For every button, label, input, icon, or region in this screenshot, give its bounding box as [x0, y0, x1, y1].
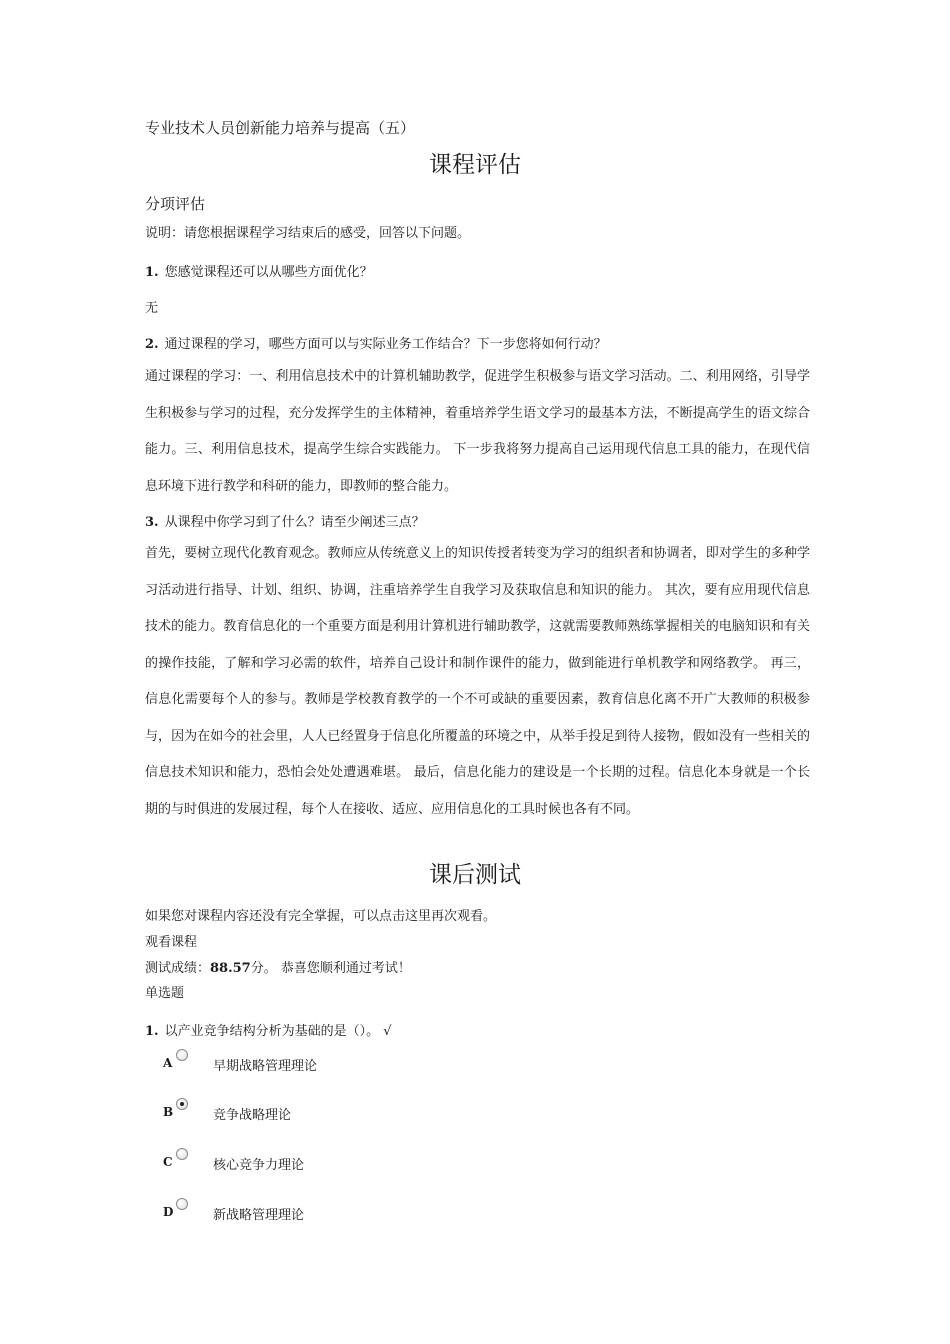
- watch-course-link[interactable]: 观看课程: [145, 935, 198, 950]
- option-a[interactable]: [163, 1055, 318, 1075]
- option-letter: C: [163, 1154, 173, 1169]
- evaluation-subheading: 分项评估: [145, 195, 206, 213]
- test-question-1: [145, 1020, 392, 1039]
- eval-question-3: [145, 511, 425, 530]
- eval-answer-1: 无: [145, 301, 159, 316]
- question-number: 3.: [145, 515, 159, 530]
- eval-answer-2: 通过课程的学习：一、利用信息技术中的计算机辅助教学，促进学生积极参与语文学习活动。二、利用网络，引导学生积极参与学习的过程，充分发挥学生的主体精神，着重培养学生语文学习的最基本方法，不断提高学生的语文综合能力。三、利用信息技术，提高学生综合实践能力。 下一步我将努力提高自己运用现代信息工具的能力，在现代信息环境下进行教学和科研的能力，即教师的整合能力。: [145, 369, 810, 494]
- radio-checked-icon[interactable]: [176, 1098, 188, 1110]
- eval-answer-3: 首先，要树立现代化教育观念。教师应从传统意义上的知识传授者转变为学习的组织者和协调者，即对学生的多种学习活动进行指导、计划、组织、协调，注重培养学生自我学习及获取信息和知识的能力。 其次，要有应用现代信息技术的能力。教育信息化的一个重要方面是利用计算机进行辅助教学，这就需要教师熟练掌握相关的电脑知识和有关的操作技能，了解和学习必需的软件，培养自己设计和制作课件的能力，做到能进行单机教学和网络教学。 再三，信息化需要每个人的参与。教师是学校教育教学的一个不可或缺的重要因素，教育信息化离不开广大教师的积极参与，因为在如今的社会里，人人已经置身于信息化所覆盖的环境之中，从举手投足到待人接物，假如没有一些相关的信息技术知识和能力，恐怕会处处遭遇难堪。 最后，信息化能力的建设是一个长期的过程。信息化本身就是一个长期的与时俱进的发展过程，每个人在接收、适应、应用信息化的工具时候也各有不同。: [145, 546, 810, 817]
- question-text: 从课程中你学习到了什么？请至少阐述三点？: [164, 515, 425, 530]
- section-label: 单选题: [145, 986, 185, 1001]
- option-text: 新战略管理理论: [213, 1208, 305, 1223]
- document-title: 专业技术人员创新能力培养与提高（五）: [145, 119, 416, 137]
- option-b[interactable]: [163, 1104, 292, 1124]
- option-c[interactable]: [163, 1154, 305, 1174]
- review-text: 如果您对课程内容还没有完全掌握，可以点击这里再次观看。: [145, 909, 497, 924]
- test-score: [145, 957, 411, 976]
- question-text: 以产业竞争结构分析为基础的是（）。 √: [164, 1024, 392, 1039]
- question-number: 1.: [145, 1024, 159, 1039]
- evaluation-instruction: 说明：请您根据课程学习结束后的感受，回答以下问题。: [145, 226, 471, 241]
- eval-question-1: [145, 261, 373, 280]
- test-heading: 课后测试: [429, 862, 521, 888]
- question-number: 2.: [145, 337, 159, 352]
- option-text: 核心竞争力理论: [213, 1158, 305, 1173]
- eval-question-2: [145, 333, 607, 352]
- option-d[interactable]: [163, 1204, 305, 1224]
- score-suffix: 分。 恭喜您顺利通过考试！: [250, 961, 411, 976]
- question-number: 1.: [145, 265, 159, 280]
- score-value: 88.57: [210, 961, 251, 976]
- question-text: 通过课程的学习，哪些方面可以与实际业务工作结合？下一步您将如何行动？: [164, 337, 607, 352]
- question-text: 您感觉课程还可以从哪些方面优化？: [164, 265, 373, 280]
- option-text: 早期战略管理理论: [213, 1059, 318, 1074]
- score-label: 测试成绩：: [145, 961, 211, 976]
- option-letter: A: [163, 1055, 173, 1070]
- option-letter: D: [163, 1204, 174, 1219]
- option-text: 竞争战略理论: [213, 1108, 292, 1123]
- radio-unchecked-icon[interactable]: [176, 1148, 188, 1160]
- radio-unchecked-icon[interactable]: [176, 1198, 188, 1210]
- radio-unchecked-icon[interactable]: [176, 1049, 188, 1061]
- evaluation-heading: 课程评估: [429, 152, 521, 178]
- option-letter: B: [163, 1104, 174, 1119]
